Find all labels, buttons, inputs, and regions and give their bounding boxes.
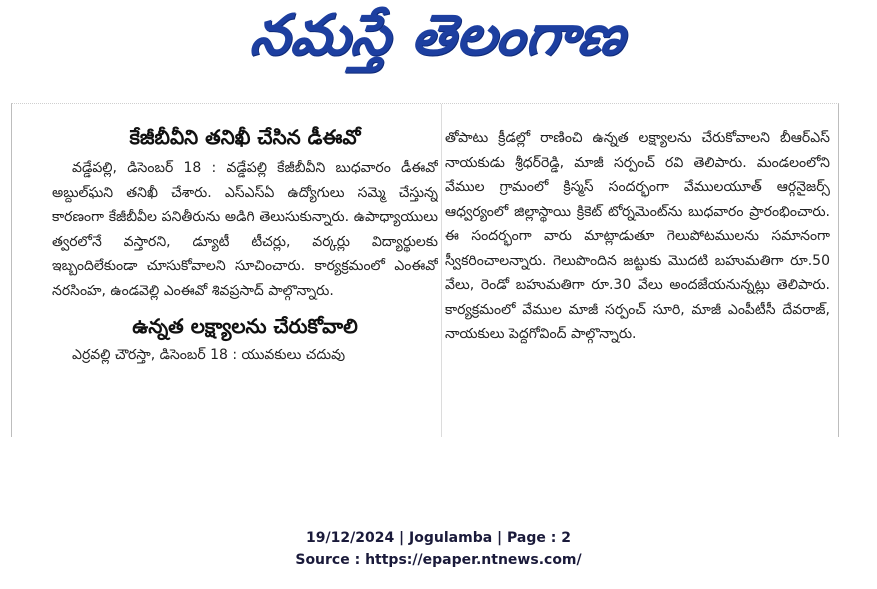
article1-body: వడ్డేపల్లి, డిసెంబర్ 18 : వడ్డేపల్లి కేజీబీవీని బుధవారం డీఈవో అబ్దుల్‌ఘని తనిఖీ చేశారు. ఎస్ఎస్ఏ ఉద్యోగులు సమ్మె చేస్తున్న కారణంగా కేజీబీవీల పనితీరును అడిగి తెలుసుకున్నారు. ఉపాధ్యాయులు త్వరలోనే వస్తారని, డ్యూటీ టీచర్లు, వర్కర్లు విద్యార్థులకు ఇబ్బందిలేకుండా చూసుకోవాలని సూచించారు. కార్యక్రమంలో ఎంఈవో నరసింహ, ఉండవెల్లి ఎంఈవో శివప్రసాద్ పాల్గొన్నారు. [52, 160, 438, 299]
page-footer [0, 527, 877, 571]
article2-headline: ఉన్నత లక్ష్యాలను చేరుకోవాలి [132, 314, 358, 338]
masthead-logo: నమస్తే తెలంగాణ [247, 2, 630, 68]
column-divider [441, 104, 442, 437]
newspaper-masthead [200, 2, 675, 82]
article2-body-continued: తోపాటు క్రీడల్లో రాణించి ఉన్నత లక్ష్యాలను చేరుకోవాలని బీఆర్ఎస్ నాయకుడు శ్రీధర్‌రెడ్డి, మాజీ సర్పంచ్ రవి తెలిపారు. మండలంలోని వేముల గ్రామంలో క్రిస్మస్ సందర్భంగా వేములయూత్ ఆర్గనైజర్స్ ఆధ్వర్యంలో జిల్లాస్థాయి క్రికెట్ టోర్నమెంట్‌ను బుధవారం ప్రారంభించారు. ఈ సందర్భంగా వారు మాట్లాడుతూ గెలుపోటములను సమానంగా స్వీకరించాలన్నారు. గెలుపొందిన జట్టుకు మొదటి బహుమతిగా రూ.50 వేలు, రెండో బహుమతిగా రూ.30 వేలు అందజేయనున్నట్లు తెలిపారు. కార్యక్రమంలో వేముల మాజీ సర్పంచ్ సూరి, మాజీ ఎంపీటీసీ దేవరాజ్, నాయకులు పెద్దగోవింద్ పాల్గొన్నారు. [445, 130, 830, 342]
right-column [445, 104, 830, 437]
article2-body-start: ఎర్రవల్లి చౌరస్తా, డిసెంబర్ 18 : యువకులు చదువు [72, 347, 346, 363]
article1-headline: కేజీబీవీని తనిఖీ చేసిన డీఈవో [129, 125, 361, 149]
source-url: Source : https://epaper.ntnews.com/ [295, 552, 582, 568]
left-column [52, 104, 438, 437]
edition-info: 19/12/2024 | Jogulamba | Page : 2 [306, 530, 571, 546]
news-clipping [11, 103, 839, 437]
